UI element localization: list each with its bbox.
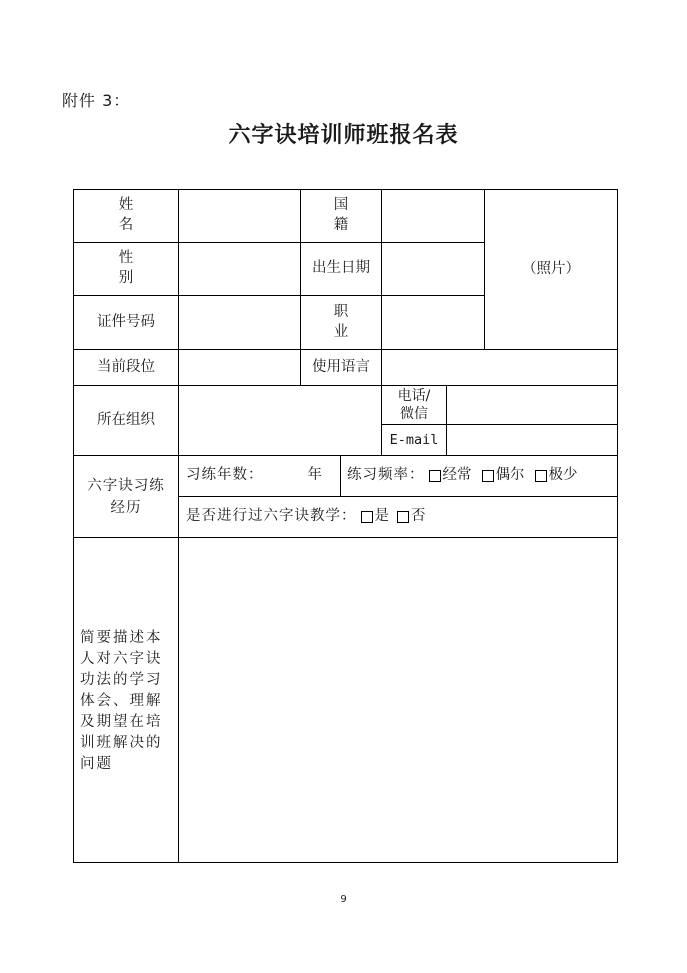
taught-row: [186, 497, 617, 537]
email-field[interactable]: [447, 425, 617, 455]
form-title: 六字诀培训师班报名表: [228, 123, 459, 148]
frequency-rarely-label: 极少: [548, 467, 578, 484]
description-field[interactable]: [179, 538, 617, 862]
language-label: 使用语言: [312, 358, 370, 375]
rank-label: 当前段位: [97, 358, 155, 375]
photo-box[interactable]: [485, 190, 617, 349]
description-label: 简要描述本人对六字诀功法的学习体会、理解及期望在培训班解决的问题: [80, 630, 163, 772]
frequency-label: 练习频率：: [347, 467, 425, 484]
email-label: E-mail: [389, 431, 439, 448]
name-field[interactable]: [179, 190, 300, 242]
nationality-field[interactable]: [382, 190, 484, 242]
frequency-often-label: 经常: [442, 467, 472, 484]
frequency-rarely-checkbox[interactable]: [535, 470, 547, 482]
id-number-field[interactable]: [179, 296, 300, 349]
taught-question: 是否进行过六字诀教学：: [186, 508, 357, 525]
taught-no-label: 否: [411, 508, 426, 525]
attachment-label: 附件 3：: [62, 91, 131, 110]
years-unit: 年: [307, 467, 322, 484]
practice-years-row: [186, 456, 340, 496]
taught-yes-label: 是: [374, 508, 389, 525]
occupation-field[interactable]: [382, 296, 484, 349]
gender-label: 性 别: [118, 250, 152, 286]
taught-no-checkbox[interactable]: [397, 511, 409, 523]
taught-yes-checkbox[interactable]: [361, 511, 373, 523]
occupation-label: 职 业: [333, 303, 367, 340]
practice-years-label: 习练年数：: [186, 467, 264, 484]
experience-label: 六字诀习练经历: [87, 477, 165, 516]
organization-label: 所在组织: [97, 411, 155, 428]
photo-label: （照片）: [522, 260, 580, 277]
birthdate-label: 出生日期: [312, 260, 370, 277]
frequency-sometimes-label: 偶尔: [495, 467, 525, 484]
phone-wechat-field[interactable]: [447, 386, 617, 424]
page-number: 9: [340, 894, 347, 905]
gender-field[interactable]: [179, 243, 300, 295]
practice-years-field[interactable]: [264, 467, 308, 485]
frequency-sometimes-checkbox[interactable]: [482, 470, 494, 482]
frequency-row: [347, 456, 617, 496]
frequency-often-checkbox[interactable]: [429, 470, 441, 482]
organization-field[interactable]: [179, 386, 381, 455]
phone-wechat-label: 电话/微信: [397, 388, 431, 422]
language-field[interactable]: [382, 350, 617, 385]
birthdate-field[interactable]: [382, 243, 484, 295]
rank-field[interactable]: [179, 350, 300, 385]
name-label: 姓 名: [118, 197, 152, 233]
nationality-label: 国 籍: [333, 197, 367, 233]
id-number-label: 证件号码: [97, 313, 155, 330]
